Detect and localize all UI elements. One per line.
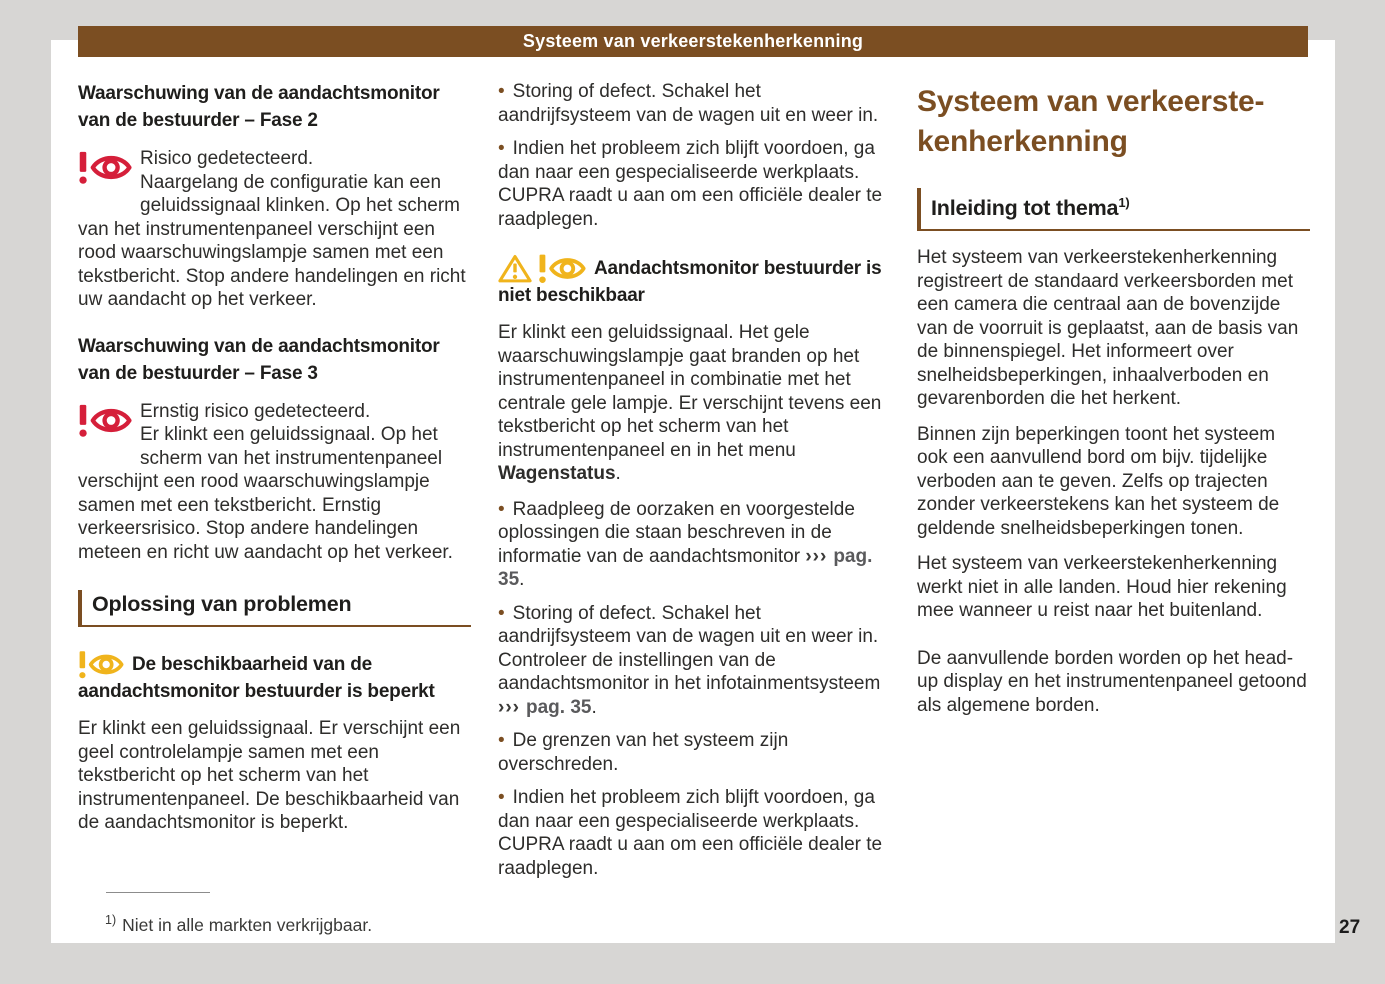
list-item: • De grenzen van het systeem zijn overschreden.	[498, 730, 789, 775]
warning-line: Ernstig risico gedetecteerd.	[140, 400, 371, 422]
column-left	[78, 80, 471, 935]
footnote-divider	[106, 892, 210, 893]
attention-eye-icon	[78, 400, 140, 464]
footnote-ref: 1)	[1118, 195, 1130, 210]
warning-line: Risico gedetecteerd.	[140, 148, 314, 169]
section-heading-oplossing: Oplossing van problemen	[78, 590, 471, 627]
heading-fase2: Waarschuwing van de aandachtsmonitor van de bestuurder – Fase 2	[78, 83, 440, 131]
page-header-bar	[78, 26, 1308, 57]
footnote-marker: 1)	[105, 913, 117, 927]
chevron-ref-icon: ›››	[498, 696, 520, 718]
footnote	[105, 892, 498, 937]
chevron-ref-icon: ›››	[805, 545, 828, 567]
paragraph: Er klinkt een geluidssignaal. Het gele waarschuwingslampje gaat branden op het instrumentenpaneel in combinatie met het centrale gele lampje. Er verschijnt tevens een tekstbericht op het scherm van het instrumentenpaneel en in het menu Wagenstatus.	[498, 322, 882, 484]
list-item: • Storing of defect. Schakel het aandrijfsysteem van de wagen uit en weer in. Controleer de instellingen van de aandachtsmonitor in het infotainmentsysteem ››› pag. 35.	[498, 602, 881, 718]
heading-niet-beschikbaar	[498, 255, 891, 309]
footnote-text: $^{1)}$ Niet in alle markten verkrijgbaar.	[105, 913, 373, 935]
paragraph: De aanvullende borden worden op het head-up display en het instrumentenpaneel getoond als algemene borden.	[917, 647, 1307, 716]
bullet-icon: •	[498, 602, 505, 624]
section-heading-inleiding: Inleiding tot thema$^{1)}$	[917, 188, 1310, 231]
list-item: • Storing of defect. Schakel het aandrijfsysteem van de wagen uit en weer in.	[498, 81, 879, 126]
list-item: • Raadpleeg de oorzaken en voorgestelde oplossingen die staan beschreven in de informatie van de aandachtsmonitor ››› pag. 35.	[498, 498, 873, 590]
column-middle	[498, 80, 891, 890]
fase2-warning-block	[78, 147, 471, 312]
heading-beschikbaarheid-beperkt	[78, 651, 471, 705]
bullet-list-top	[498, 80, 891, 231]
heading-fase3: Waarschuwing van de aandachtsmonitor van de bestuurder – Fase 3	[78, 335, 440, 384]
list-item: • Indien het probleem zich blijft voordoen, ga dan naar een gespecialiseerde werkplaats. CUPRA raadt u aan om een officiële dealer te raadplegen.	[498, 138, 883, 230]
page-reference-link[interactable]: pag. 35	[498, 545, 873, 590]
paragraph: Het systeem van verkeerstekenherkenning registreert de standaard verkeersborden met een camera die centraal aan de bovenzijde van de voorruit is geplaatst, aan de basis van de binnenspiegel. Het informeert over snelheidsbeperkingen, inhaalverboden en gevarenborden die het herkent.	[917, 247, 1299, 410]
list-item: • Indien het probleem zich blijft voordoen, ga dan naar een gespecialiseerde werkplaats. CUPRA raadt u aan om een officiële dealer te raadplegen.	[498, 787, 883, 879]
chapter-title: Systeem van verkeerste- kenherkenning	[917, 85, 1265, 158]
sub-head-label: Aandachtsmonitor bestuurder is niet beschikbaar	[498, 258, 882, 306]
sub-head-label: De beschikbaarheid van de aandachtsmonitor bestuurder is beperkt	[78, 654, 435, 702]
menu-name: Wagenstatus	[498, 463, 616, 484]
bullet-icon: •	[498, 787, 505, 808]
bullet-icon: •	[498, 138, 505, 159]
page-header-title: Systeem van verkeerstekenherkenning	[522, 31, 864, 51]
column-right	[917, 82, 1310, 729]
warning-icon-group	[498, 255, 594, 279]
page-number: 27	[1339, 917, 1361, 938]
page-reference-link[interactable]: pag. 35	[525, 696, 592, 718]
attention-eye-icon	[78, 147, 140, 211]
attention-eye-icon	[78, 651, 132, 675]
bullet-icon: •	[498, 730, 505, 751]
document-page	[51, 40, 1335, 943]
warning-body: Er klinkt een geluidssignaal. Op het scherm van het instrumentenpaneel verschijnt een rood waarschuwingslampje samen met een tekstbericht. Ernstig verkeersrisico. Stop andere handelingen meteen en richt uw aandacht op het verkeer.	[78, 424, 453, 563]
bullet-icon: •	[498, 498, 505, 520]
paragraph: Binnen zijn beperkingen toont het systeem ook een aanvullend bord om bijv. tijdelijke verboden aan te geven. Zelfs op trajecten zonder verkeerstekens kan het systeem de geldende snelheidsbeperkingen tonen.	[917, 423, 1280, 539]
bullet-list-bottom	[498, 498, 891, 881]
bullet-icon: •	[498, 81, 505, 102]
warning-body: Naargelang de configuratie kan een geluidssignaal klinken. Op het scherm van het instrumentenpaneel verschijnt een rood waarschuwingslampje samen met een tekstbericht. Stop andere handelingen en richt uw aandacht op het verkeer.	[78, 171, 466, 310]
attention-eye-icon	[538, 252, 586, 285]
fase3-warning-block	[78, 400, 471, 565]
warning-triangle-icon	[498, 253, 532, 284]
paragraph: Het systeem van verkeerstekenherkenning werkt niet in alle landen. Houd hier rekening mee wanneer u reist naar het buitenland.	[917, 553, 1287, 622]
paragraph: Er klinkt een geluidssignaal. Er verschijnt een geel controlelampje samen met een tekstbericht op het scherm van het instrumentenpaneel. De beschikbaarheid van de aandachtsmonitor is beperkt.	[78, 718, 461, 833]
